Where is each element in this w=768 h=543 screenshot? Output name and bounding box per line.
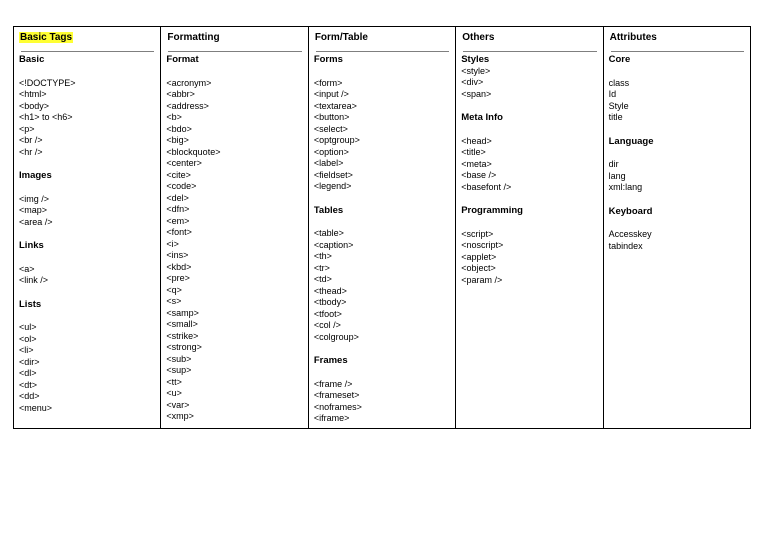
column-header-label: Form/Table (314, 32, 368, 43)
list-item: <!DOCTYPE> (19, 77, 76, 88)
list-item: <samp> (166, 307, 199, 318)
list-item: <thead> (313, 285, 347, 296)
list-item: <small> (166, 319, 198, 329)
list-item: <acronym> (166, 77, 212, 88)
list-item: <address> (166, 100, 209, 111)
list-item: <form> (313, 77, 343, 88)
list-item: <em> (166, 215, 190, 226)
list-item: <b> (166, 112, 182, 122)
list-item: <col /> (313, 320, 341, 330)
list-item: <select> (313, 123, 348, 134)
list-item: xml:lang (608, 182, 643, 192)
html-tags-reference-table (13, 26, 751, 429)
section-items (314, 379, 449, 425)
section-title-tables: Tables (313, 204, 344, 216)
section-items (461, 229, 596, 287)
header-divider (168, 51, 301, 52)
section-title-basic: Basic (19, 54, 45, 65)
list-item: <xmp> (166, 411, 194, 421)
section-items (461, 66, 596, 101)
column-header (461, 32, 596, 45)
list-item: <p> (19, 123, 35, 134)
list-item: <font> (166, 227, 192, 237)
column-form-table (308, 27, 455, 428)
section-title-meta-info: Meta Info (461, 112, 503, 123)
list-item: <noscript> (461, 240, 504, 250)
list-item: <hr /> (19, 146, 43, 157)
list-item: <input /> (313, 89, 349, 99)
list-item: <tr> (313, 262, 330, 273)
list-item: <tt> (166, 376, 182, 387)
list-item: <pre> (166, 273, 190, 283)
list-item: <button> (313, 112, 350, 122)
header-divider (316, 51, 449, 52)
list-item: <li> (19, 345, 34, 355)
list-item: <frameset> (313, 390, 360, 400)
section-title-styles: Styles (461, 54, 490, 65)
column-header-label: Attributes (609, 32, 657, 43)
list-item: <table> (313, 228, 344, 238)
list-item: tabindex (608, 240, 643, 251)
list-item: <object> (461, 263, 496, 273)
list-item: <q> (166, 284, 182, 295)
list-item: <kbd> (166, 261, 192, 272)
list-item: <basefont /> (461, 181, 512, 192)
section-items (609, 159, 744, 194)
list-item: <big> (166, 135, 189, 145)
column-header-label: Others (462, 32, 495, 43)
column-others (455, 27, 602, 428)
list-item: <abbr> (166, 89, 195, 99)
column-header (19, 32, 154, 45)
column-basic-tags (14, 27, 160, 428)
list-item: <dl> (19, 368, 37, 378)
list-item: <link /> (19, 275, 49, 285)
section-items (19, 322, 154, 414)
section-items (609, 78, 744, 124)
list-item: <h1> to <h6> (19, 112, 73, 122)
section-items (19, 264, 154, 287)
header-divider (611, 51, 744, 52)
list-item: <applet> (461, 251, 497, 262)
section-items (19, 78, 154, 159)
list-item: <colgroup> (313, 331, 359, 342)
list-item: <legend> (313, 181, 352, 191)
list-item: <iframe> (313, 413, 350, 423)
list-item: <noframes> (313, 401, 362, 412)
section-title-images: Images (19, 170, 52, 181)
section-items (314, 78, 449, 193)
list-item: <textarea> (313, 100, 357, 111)
column-header-label: Formatting (167, 32, 220, 43)
list-item: <i> (166, 238, 179, 249)
section-title-format: Format (166, 54, 199, 65)
section-title-keyboard: Keyboard (608, 205, 653, 217)
column-header (609, 32, 744, 45)
list-item: <a> (19, 263, 35, 274)
list-item: <s> (166, 296, 182, 306)
list-item: Style (608, 100, 629, 111)
list-item: <sub> (166, 353, 192, 364)
list-item: <dfn> (166, 204, 190, 214)
list-item: <html> (19, 89, 47, 99)
column-header-label: Basic Tags (20, 32, 73, 43)
list-item: <br /> (19, 135, 43, 145)
section-title-programming: Programming (461, 205, 523, 216)
list-item: <body> (19, 100, 50, 111)
list-item: <script> (461, 228, 494, 239)
list-item: <dir> (19, 356, 40, 367)
list-item: <map> (19, 205, 48, 215)
list-item: Id (608, 89, 617, 99)
list-item: <td> (313, 274, 332, 284)
section-items (166, 78, 301, 423)
section-items (609, 229, 744, 252)
section-title-forms: Forms (313, 54, 343, 65)
list-item: <tfoot> (313, 308, 342, 319)
list-item: <bdo> (166, 123, 192, 134)
list-item: <var> (166, 399, 190, 410)
header-divider (463, 51, 596, 52)
list-item: <sup> (166, 365, 192, 375)
list-item: <base /> (461, 170, 497, 180)
section-items (19, 194, 154, 229)
list-item: lang (608, 170, 626, 181)
list-item: <optgroup> (313, 135, 360, 145)
header-divider (21, 51, 154, 52)
list-item: <u> (166, 388, 182, 398)
list-item: <th> (313, 251, 332, 261)
list-item: <ul> (19, 322, 37, 332)
list-item: <meta> (461, 158, 492, 169)
list-item: <span> (461, 88, 492, 99)
list-item: <tbody> (313, 297, 347, 307)
column-header (314, 32, 449, 45)
list-item: <ins> (166, 250, 189, 260)
section-title-frames: Frames (313, 355, 348, 366)
list-item: <style> (461, 65, 491, 76)
column-header (166, 32, 301, 45)
list-item: title (608, 112, 623, 122)
list-item: <cite> (166, 169, 191, 180)
list-item: dir (608, 159, 619, 169)
list-item: <strong> (166, 342, 202, 352)
list-item: <img /> (19, 193, 50, 204)
list-item: <strike> (166, 330, 199, 341)
list-item: <area /> (19, 216, 53, 227)
list-item: <dd> (19, 391, 40, 401)
section-title-core: Core (608, 54, 631, 65)
list-item: <dt> (19, 379, 38, 390)
list-item: <head> (461, 135, 492, 146)
list-item: <title> (461, 147, 486, 157)
list-item: <center> (166, 158, 202, 168)
list-item: <code> (166, 181, 197, 191)
section-title-links: Links (19, 240, 44, 251)
column-formatting (160, 27, 307, 428)
list-item: Accesskey (608, 229, 652, 239)
list-item: <frame /> (313, 378, 353, 389)
list-item: <blockquote> (166, 146, 221, 157)
section-items (461, 136, 596, 194)
list-item: <del> (166, 192, 189, 203)
list-item: <option> (313, 146, 349, 157)
list-item: <param /> (461, 274, 503, 285)
list-item: <div> (461, 77, 484, 87)
section-items (314, 228, 449, 343)
list-item: <menu> (19, 402, 53, 413)
list-item: <label> (313, 158, 344, 168)
list-item: class (608, 77, 630, 88)
section-title-language: Language (608, 135, 654, 147)
column-attributes (603, 27, 750, 428)
list-item: <fieldset> (313, 169, 353, 180)
list-item: <caption> (313, 239, 354, 250)
section-title-lists: Lists (19, 298, 42, 310)
list-item: <ol> (19, 333, 37, 344)
